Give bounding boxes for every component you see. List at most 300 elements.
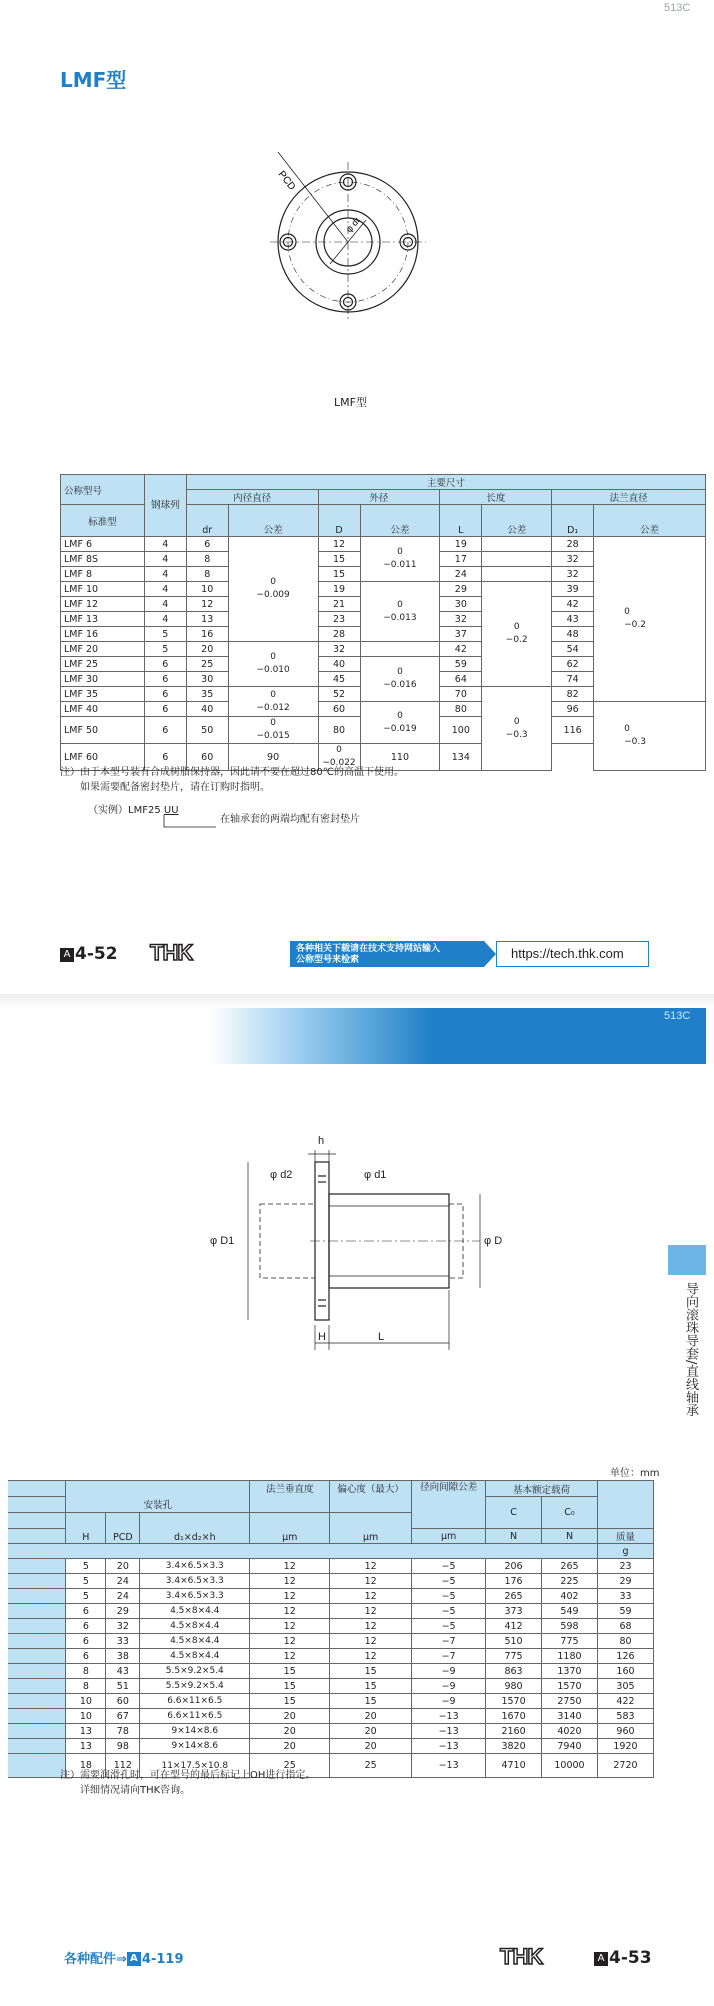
unit-C0: N: [542, 1529, 598, 1544]
cell-clear: −7: [412, 1634, 486, 1649]
cell-dr-tol: 0 −0.015: [228, 717, 318, 744]
cell-D: 52: [318, 687, 360, 702]
table-row: [8, 1724, 654, 1739]
cell-C: 2160: [486, 1724, 542, 1739]
cell-model: LMF 30: [61, 672, 145, 687]
cell-blank: [8, 1754, 66, 1778]
cell-PCD: 38: [106, 1649, 140, 1664]
cell-clear: −13: [412, 1754, 486, 1778]
lmf-dimension-table: [60, 474, 706, 771]
cell-PCD: 78: [106, 1724, 140, 1739]
cell-D1: 43: [552, 612, 594, 627]
cell-PCD: 24: [106, 1589, 140, 1604]
cell-C0: 598: [542, 1619, 598, 1634]
cell-H: 5: [66, 1574, 106, 1589]
cell-L-tol: [482, 552, 552, 567]
thk-logo: THK: [150, 940, 193, 965]
cell-clear: −5: [412, 1589, 486, 1604]
cell-ecc: 12: [330, 1604, 412, 1619]
col-D1-tol: 公差: [594, 505, 706, 537]
cell-L: 30: [440, 597, 482, 612]
cell-C: 412: [486, 1619, 542, 1634]
cell-D: 28: [318, 627, 360, 642]
cell-dr: 16: [186, 627, 228, 642]
cell-holes: 11×17.5×10.8: [140, 1754, 250, 1778]
cell-holes: 3.4×6.5×3.3: [140, 1559, 250, 1574]
cell-balls: 4: [144, 582, 186, 597]
cell-perp: 12: [250, 1634, 330, 1649]
col-outer: 外径: [318, 490, 440, 505]
cell-L: 64: [440, 672, 482, 687]
mounting-load-table: [8, 1480, 654, 1778]
cell-ecc: 12: [330, 1649, 412, 1664]
cell-PCD: 98: [106, 1739, 140, 1754]
cell-D: 21: [318, 597, 360, 612]
cell-L-tol: [482, 537, 552, 552]
cell-PCD: 60: [106, 1694, 140, 1709]
cell-D: 19: [318, 582, 360, 597]
cell-dr: 13: [186, 612, 228, 627]
col-D1: D₁: [552, 505, 594, 537]
cell-blank: [8, 1604, 66, 1619]
cell-D1-tol: 0 −0.3: [594, 702, 706, 771]
cell-model: LMF 25: [61, 657, 145, 672]
cell-perp: 12: [250, 1604, 330, 1619]
cell-holes: 4.5×8×4.4: [140, 1604, 250, 1619]
cell-D1: 74: [552, 672, 594, 687]
cell-ecc: 25: [330, 1754, 412, 1778]
cell-PCD: 20: [106, 1559, 140, 1574]
table-row: [8, 1679, 654, 1694]
cell-perp: 12: [250, 1589, 330, 1604]
cell-dr: 20: [186, 642, 228, 657]
cell-balls: 4: [144, 567, 186, 582]
table-row: [8, 1664, 654, 1679]
cell-blank: [8, 1679, 66, 1694]
note-1: 注）由于本型号装有合成树脂保持器，因此请不要在超过80℃的高温下使用。: [60, 767, 404, 778]
col-PCD: PCD: [106, 1513, 140, 1544]
cell-D: 32: [318, 642, 360, 657]
cell-blank: [8, 1634, 66, 1649]
cell-mass: 23: [597, 1559, 653, 1574]
cell-H: 13: [66, 1724, 106, 1739]
cell-model: LMF 8S: [61, 552, 145, 567]
cell-blank: [8, 1574, 66, 1589]
cell-H: 13: [66, 1739, 106, 1754]
cell-C0: 10000: [542, 1754, 598, 1778]
cell-clear: −9: [412, 1664, 486, 1679]
cell-C0: 1180: [542, 1649, 598, 1664]
D-label: φ D: [484, 1235, 503, 1247]
cell-model: LMF 13: [61, 612, 145, 627]
cell-D1-tol: 0 −0.2: [594, 537, 706, 702]
page-title: LMF型: [60, 68, 127, 92]
side-section-tab: [668, 1245, 706, 1275]
cell-C: 775: [486, 1649, 542, 1664]
cell-L: 37: [440, 627, 482, 642]
footer-page-number-right: A 4-53: [594, 1948, 652, 1968]
unit-perp: μm: [250, 1513, 330, 1544]
cell-dr: 50: [186, 717, 228, 744]
col-model: 公称型号: [61, 475, 145, 505]
col-D: D: [318, 505, 360, 537]
cell-balls: 5: [144, 642, 186, 657]
cell-C0: 402: [542, 1589, 598, 1604]
unit-label: 单位：mm: [610, 1468, 660, 1479]
cell-blank: [8, 1589, 66, 1604]
cell-D: 12: [318, 537, 360, 552]
cell-PCD: 33: [106, 1634, 140, 1649]
cell-D-tol: 0 −0.013: [360, 582, 440, 642]
cell-mass: 33: [597, 1589, 653, 1604]
cell-model: LMF 50: [61, 717, 145, 744]
cell-perp: 20: [250, 1709, 330, 1724]
cell-perp: 15: [250, 1679, 330, 1694]
support-banner: 各种相关下载请在技术支持网站输入 公称型号来检索: [290, 941, 484, 967]
cell-clear: −9: [412, 1679, 486, 1694]
pcd-label: PCD: [275, 169, 298, 193]
cell-L: 42: [440, 642, 482, 657]
cell-ecc: 12: [330, 1574, 412, 1589]
section-a-icon: A: [60, 948, 74, 962]
cell-D1: 39: [552, 582, 594, 597]
cell-D: 15: [318, 567, 360, 582]
cell-perp: 12: [250, 1559, 330, 1574]
cell-H: 8: [66, 1664, 106, 1679]
cell-D-tol: 0 −0.022: [318, 744, 360, 771]
cell-D1: 134: [440, 744, 482, 771]
cell-H: 18: [66, 1754, 106, 1778]
cell-dr: 8: [186, 552, 228, 567]
cell-holes: 5.5×9.2×5.4: [140, 1679, 250, 1694]
cell-D1: 82: [552, 687, 594, 702]
cell-PCD: 24: [106, 1574, 140, 1589]
cell-C0: 1370: [542, 1664, 598, 1679]
cell-clear: −5: [412, 1559, 486, 1574]
cell-dr: 6: [186, 537, 228, 552]
cell-clear: −5: [412, 1574, 486, 1589]
cell-D1: 42: [552, 597, 594, 612]
cell-L: 80: [440, 702, 482, 717]
cell-balls: 6: [144, 672, 186, 687]
thk-logo-2: THK: [500, 1944, 543, 1969]
col-flange: 法兰直径: [552, 490, 706, 505]
cell-clear: −9: [412, 1694, 486, 1709]
cell-C: 265: [486, 1589, 542, 1604]
cell-D1: 62: [552, 657, 594, 672]
cell-perp: 25: [250, 1754, 330, 1778]
dr-label: φ dr: [343, 215, 363, 235]
cell-H: 5: [66, 1559, 106, 1574]
front-view-drawing: [270, 140, 440, 340]
cell-C: 510: [486, 1634, 542, 1649]
cell-C0: 265: [542, 1559, 598, 1574]
table-row: [8, 1619, 654, 1634]
cell-holes: 5.5×9.2×5.4: [140, 1664, 250, 1679]
cell-holes: 6.6×11×6.5: [140, 1694, 250, 1709]
cell-model: LMF 40: [61, 702, 145, 717]
header-gradient-bar: [210, 1008, 706, 1064]
cell-mass: 583: [597, 1709, 653, 1724]
cell-holes: 9×14×8.6: [140, 1724, 250, 1739]
cell-D1: 96: [552, 702, 594, 717]
cell-dr: 30: [186, 672, 228, 687]
cell-perp: 12: [250, 1649, 330, 1664]
cell-mass: 2720: [597, 1754, 653, 1778]
cell-PCD: 29: [106, 1604, 140, 1619]
cell-C0: 3140: [542, 1709, 598, 1724]
cell-holes: 9×14×8.6: [140, 1739, 250, 1754]
cell-D1: 32: [552, 552, 594, 567]
cell-PCD: 67: [106, 1709, 140, 1724]
page-code-2: 513C: [664, 1010, 691, 1022]
cell-C: 206: [486, 1559, 542, 1574]
support-url-link[interactable]: https://tech.thk.com: [496, 941, 649, 967]
cell-ecc: 20: [330, 1724, 412, 1739]
side-view-drawing: [200, 1130, 520, 1350]
cell-mass: 126: [597, 1649, 653, 1664]
cell-dr: 10: [186, 582, 228, 597]
D1-label: φ D1: [210, 1235, 235, 1247]
cell-C: 1570: [486, 1694, 542, 1709]
cell-balls: 6: [144, 744, 186, 771]
table-row: [8, 1634, 654, 1649]
cell-L: 29: [440, 582, 482, 597]
cell-mass: 80: [597, 1634, 653, 1649]
cell-C: 1670: [486, 1709, 542, 1724]
note-2: 如果需要配备密封垫片，请在订购时指明。: [80, 782, 270, 793]
cell-L: 100: [440, 717, 482, 744]
cell-holes: 4.5×8×4.4: [140, 1649, 250, 1664]
cell-dr-tol: 0 −0.012: [228, 687, 318, 717]
cell-L: 24: [440, 567, 482, 582]
cell-D: 23: [318, 612, 360, 627]
table-row: [8, 1559, 654, 1574]
cell-model: LMF 60: [61, 744, 145, 771]
cell-clear: −13: [412, 1739, 486, 1754]
cell-balls: 6: [144, 687, 186, 702]
cell-C0: 4020: [542, 1724, 598, 1739]
cell-ecc: 15: [330, 1694, 412, 1709]
cell-C0: 225: [542, 1574, 598, 1589]
cell-perp: 20: [250, 1724, 330, 1739]
cell-C: 373: [486, 1604, 542, 1619]
cell-blank: [8, 1649, 66, 1664]
cell-blank: [8, 1739, 66, 1754]
cell-PCD: 51: [106, 1679, 140, 1694]
cell-clear: −5: [412, 1604, 486, 1619]
col-C0: C₀: [542, 1497, 598, 1529]
accessories-link[interactable]: 各种配件⇒ A 4-119: [64, 1952, 184, 1967]
cell-D-tol: 0 −0.019: [360, 702, 440, 744]
col-holes: d₁×d₂×h: [140, 1513, 250, 1544]
col-perp: 法兰垂直度: [250, 1481, 330, 1513]
cell-PCD: 43: [106, 1664, 140, 1679]
table-row: [61, 537, 706, 552]
banner-arrow-icon: [484, 941, 496, 967]
table-row: [8, 1649, 654, 1664]
cell-mass: 305: [597, 1679, 653, 1694]
cell-holes: 4.5×8×4.4: [140, 1619, 250, 1634]
cell-L: 59: [440, 657, 482, 672]
col-mass: 质量: [597, 1529, 653, 1544]
col-L: L: [440, 505, 482, 537]
cell-perp: 15: [250, 1664, 330, 1679]
cell-blank: [8, 1694, 66, 1709]
cell-D1: 28: [552, 537, 594, 552]
section-a-icon: A: [127, 1952, 141, 1966]
cell-balls: 4: [144, 552, 186, 567]
cell-L: 19: [440, 537, 482, 552]
note2-2: 详细情况请向THK咨询。: [80, 1785, 191, 1796]
cell-dr: 35: [186, 687, 228, 702]
footer-page-number-left: A 4-52: [60, 944, 118, 964]
example-desc: 在轴承套的两端均配有密封垫片: [220, 814, 360, 825]
cell-L: 70: [440, 687, 482, 702]
cell-H: 6: [66, 1634, 106, 1649]
cell-mass: 68: [597, 1619, 653, 1634]
cell-perp: 15: [250, 1694, 330, 1709]
col-H: H: [66, 1513, 106, 1544]
cell-balls: 6: [144, 717, 186, 744]
cell-H: 6: [66, 1604, 106, 1619]
cell-ecc: 12: [330, 1634, 412, 1649]
cell-H: 6: [66, 1649, 106, 1664]
cell-mass: 160: [597, 1664, 653, 1679]
cell-H: 6: [66, 1619, 106, 1634]
cell-D1: 48: [552, 627, 594, 642]
cell-ecc: 12: [330, 1619, 412, 1634]
cell-D1: 54: [552, 642, 594, 657]
cell-holes: 3.4×6.5×3.3: [140, 1589, 250, 1604]
cell-perp: 20: [250, 1739, 330, 1754]
unit-mass: g: [597, 1544, 653, 1559]
cell-model: LMF 10: [61, 582, 145, 597]
cell-L: 32: [440, 612, 482, 627]
cell-ecc: 20: [330, 1739, 412, 1754]
cell-dr: 12: [186, 597, 228, 612]
cell-H: 10: [66, 1694, 106, 1709]
cell-dr: 60: [186, 744, 228, 771]
cell-model: LMF 8: [61, 567, 145, 582]
col-clear: 径向间隙公差: [412, 1481, 486, 1529]
cell-D-tol: 0 −0.016: [360, 657, 440, 702]
unit-ecc: μm: [330, 1513, 412, 1544]
cell-C: 176: [486, 1574, 542, 1589]
cell-clear: −13: [412, 1724, 486, 1739]
cell-C: 980: [486, 1679, 542, 1694]
cell-D: 60: [318, 702, 360, 717]
cell-blank: [8, 1724, 66, 1739]
cell-perp: 12: [250, 1574, 330, 1589]
example-suffix: UU: [163, 805, 179, 816]
cell-dr: 25: [186, 657, 228, 672]
cell-holes: 3.4×6.5×3.3: [140, 1574, 250, 1589]
cell-H: 10: [66, 1709, 106, 1724]
cell-D: 45: [318, 672, 360, 687]
drawing-caption: LMF型: [334, 396, 367, 409]
col-dr: dr: [186, 505, 228, 537]
example-label: （实例）LMF25: [88, 805, 161, 816]
col-L-tol: 公差: [482, 505, 552, 537]
cell-L-tol: [482, 567, 552, 582]
table-row: [8, 1694, 654, 1709]
col-D-tol: 公差: [360, 505, 440, 537]
cell-C0: 2750: [542, 1694, 598, 1709]
cell-blank: [8, 1664, 66, 1679]
cell-dr-tol: 0 −0.010: [228, 642, 318, 687]
unit-C: N: [486, 1529, 542, 1544]
cell-balls: 6: [144, 702, 186, 717]
H-label: H: [318, 1331, 326, 1343]
cell-D: 15: [318, 552, 360, 567]
d1-label: φ d1: [364, 1169, 387, 1181]
cell-blank: [8, 1559, 66, 1574]
cell-balls: 6: [144, 657, 186, 672]
cell-mass: 1920: [597, 1739, 653, 1754]
cell-mass: 422: [597, 1694, 653, 1709]
side-section-label: 导向滚珠导套/直线轴承: [683, 1282, 698, 1417]
cell-ecc: 12: [330, 1559, 412, 1574]
cell-mass: 59: [597, 1604, 653, 1619]
cell-C: 863: [486, 1664, 542, 1679]
col-length: 长度: [440, 490, 552, 505]
cell-model: LMF 16: [61, 627, 145, 642]
cell-D-tol: [360, 642, 440, 657]
cell-model: LMF 6: [61, 537, 145, 552]
col-balls: 钢球列: [144, 475, 186, 537]
table-row: [8, 1574, 654, 1589]
note2-1: 注）需要润滑孔时，可在型号的最后标记上OH进行指定。: [60, 1770, 316, 1781]
h-label: h: [318, 1135, 325, 1147]
cell-holes: 4.5×8×4.4: [140, 1634, 250, 1649]
cell-L: 110: [360, 744, 440, 771]
cell-mass: 960: [597, 1724, 653, 1739]
page-code: 513C: [664, 2, 691, 14]
table-row: [61, 702, 706, 717]
col-main: 主要尺寸: [186, 475, 705, 490]
cell-ecc: 20: [330, 1709, 412, 1724]
cell-PCD: 32: [106, 1619, 140, 1634]
col-C: C: [486, 1497, 542, 1529]
cell-D1: 32: [552, 567, 594, 582]
col-inner: 内径直径: [186, 490, 318, 505]
cell-dr: 8: [186, 567, 228, 582]
cell-ecc: 12: [330, 1589, 412, 1604]
col-load: 基本额定载荷: [486, 1481, 598, 1497]
cell-C0: 1570: [542, 1679, 598, 1694]
table-row: [8, 1589, 654, 1604]
L-label: L: [378, 1331, 385, 1343]
table-row: [8, 1709, 654, 1724]
col-dr-tol: 公差: [228, 505, 318, 537]
cell-model: LMF 20: [61, 642, 145, 657]
cell-C0: 549: [542, 1604, 598, 1619]
cell-mass: 29: [597, 1574, 653, 1589]
example-leader-line: [160, 815, 220, 835]
cell-D: 90: [228, 744, 318, 771]
cell-C: 4710: [486, 1754, 542, 1778]
cell-perp: 12: [250, 1619, 330, 1634]
cell-D: 80: [318, 717, 360, 744]
cell-blank: [8, 1709, 66, 1724]
cell-L-tol: 0 −0.3: [482, 687, 552, 771]
table-row: [8, 1604, 654, 1619]
cell-L-tol: 0 −0.2: [482, 582, 552, 687]
cell-holes: 6.6×11×6.5: [140, 1709, 250, 1724]
col-std: 标准型: [61, 505, 145, 537]
cell-clear: −5: [412, 1619, 486, 1634]
